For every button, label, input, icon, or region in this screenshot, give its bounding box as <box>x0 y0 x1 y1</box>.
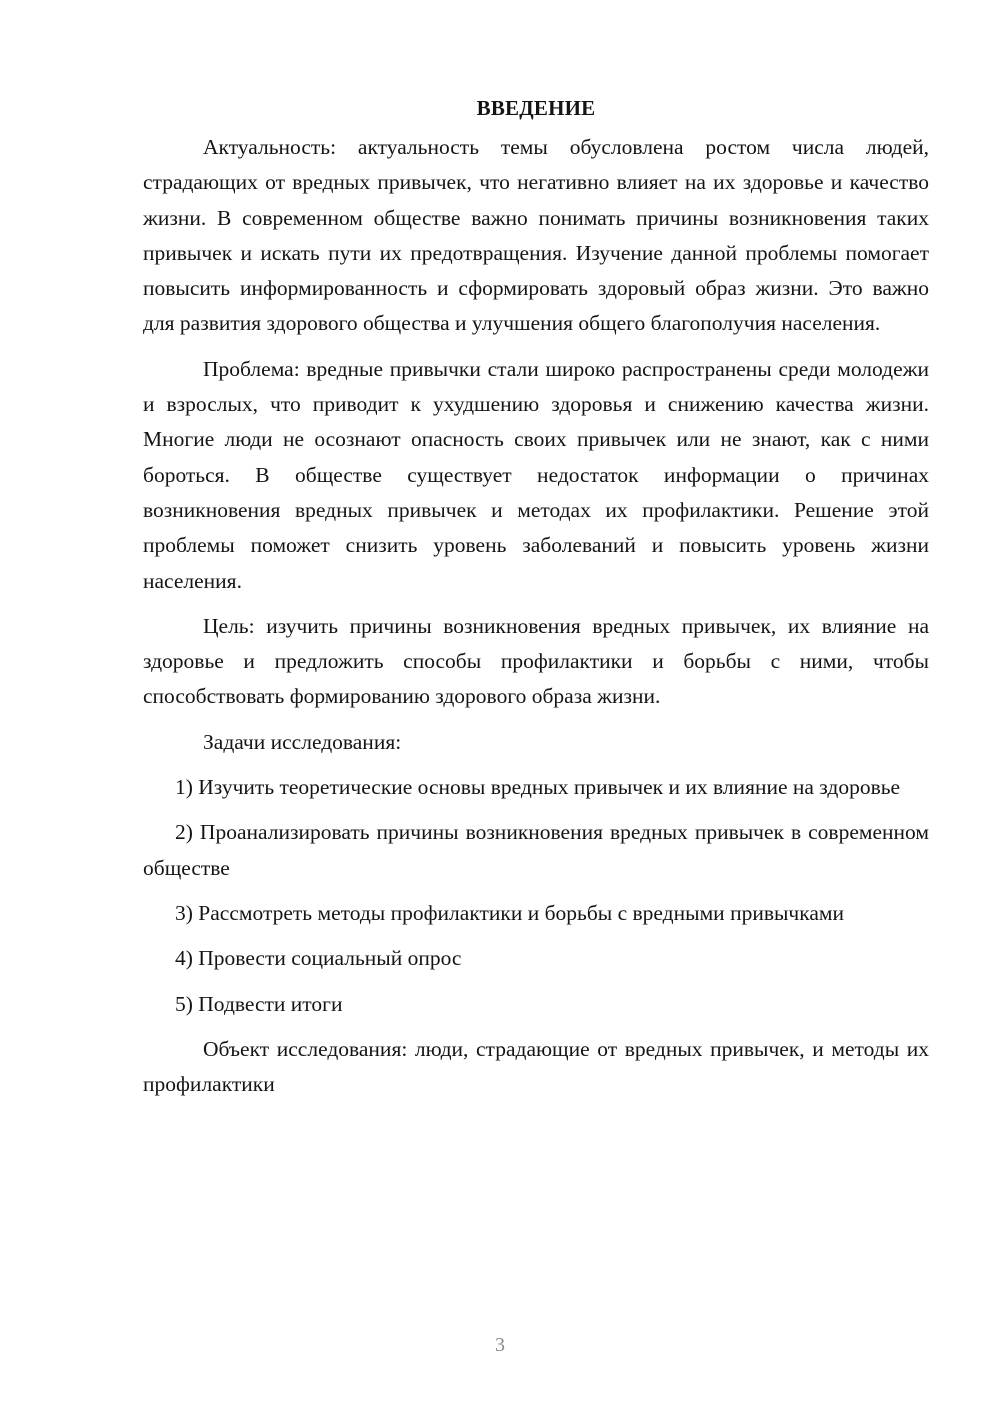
problem-paragraph: Проблема: вредные привычки стали широко распространены среди молодежи и взрослых, что приводит к ухудшению здоровья и снижению качества жизни. Многие люди не осознают опасность своих привычек или не знают, как с ними бороться. В обществе существует недостаток информации о причинах возникновения вредных привычек и методах их профилактики. Решение этой проблемы поможет снизить уровень заболеваний и повысить уровень жизни населения. <box>143 356 929 593</box>
task-item: 1) Изучить теоретические основы вредных привычек и их влияние на здоровье <box>175 775 901 800</box>
document-page <box>143 96 929 1112</box>
section-title: ВВЕДЕНИЕ <box>476 96 596 120</box>
goal-paragraph: Цель: изучить причины возникновения вредных привычек, их влияние на здоровье и предложить способы профилактики и борьбы с ними, чтобы способствовать формированию здорового образа жизни. <box>143 613 929 709</box>
task-item: 5) Подвести итоги <box>175 991 343 1016</box>
task-item: 4) Провести социальный опрос <box>175 946 462 971</box>
object-paragraph: Объект исследования: люди, страдающие от вредных привычек, и методы их профилактики <box>143 1036 929 1097</box>
page-number: 3 <box>495 1334 505 1356</box>
task-item: 3) Рассмотреть методы профилактики и борьбы с вредными привычками <box>175 900 845 925</box>
tasks-heading: Задачи исследования: <box>203 729 402 754</box>
tasks-list <box>143 770 929 1022</box>
task-item: 2) Проанализировать причины возникновения вредных привычек в современном обществе <box>143 820 929 880</box>
relevance-paragraph: Актуальность: актуальность темы обусловлена ростом числа людей, страдающих от вредных привычек, что негативно влияет на их здоровье и качество жизни. В современном обществе важно понимать причины возникновения таких привычек и искать пути их предотвращения. Изучение данной проблемы помогает повысить информированность и сформировать здоровый образ жизни. Это важно для развития здорового общества и улучшения общего благополучия населения. <box>143 135 929 336</box>
